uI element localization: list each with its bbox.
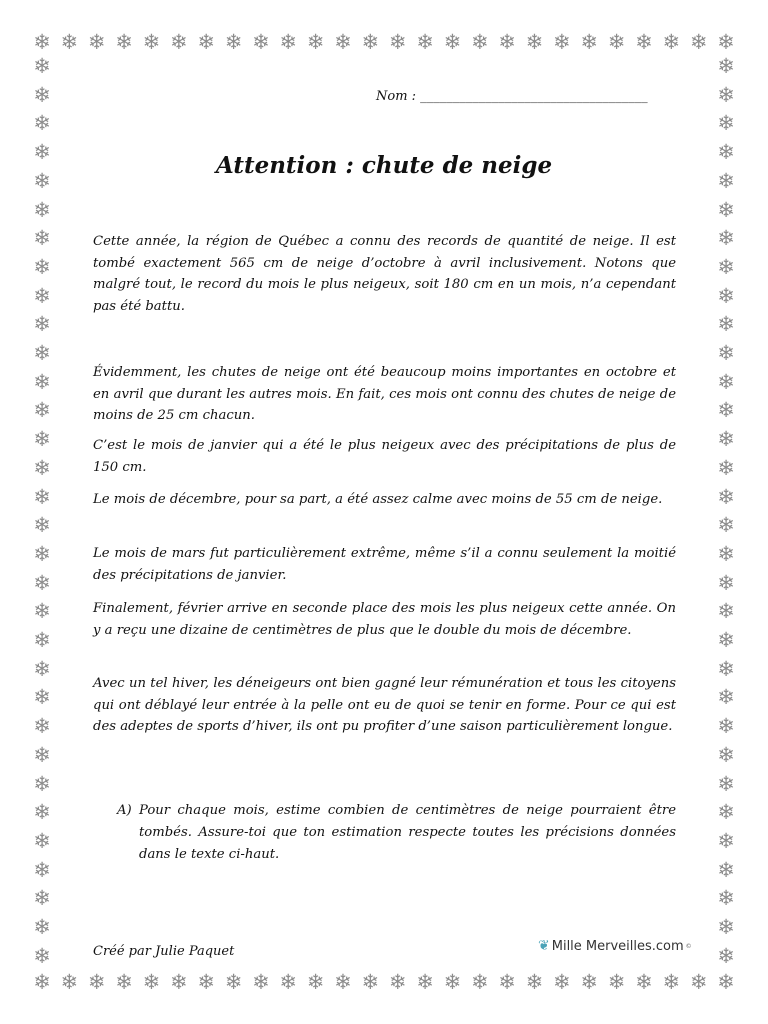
snowflake-icon: ❄	[717, 455, 735, 480]
snowflake-icon: ❄	[717, 857, 735, 882]
snowflake-icon: ❄	[416, 970, 434, 994]
snowflake-icon: ❄	[33, 30, 51, 54]
snowflake-icon: ❄	[416, 30, 434, 54]
snowflake-icon: ❄	[252, 970, 270, 994]
paragraph-conclusion: Avec un tel hiver, les déneigeurs ont bien gagné leur rémunération et tous les citoyens qui ont déblayé leur entrée à la pelle ont eu de quoi se tenir en forme. Pour ce qui est des adeptes de sports d’hiver, ils ont pu profiter d’une saison particulièrement longue.	[93, 676, 676, 734]
border-top	[30, 30, 738, 54]
snowflake-icon: ❄	[33, 484, 51, 509]
snowflake-icon: ❄	[717, 599, 735, 624]
snowflake-icon: ❄	[115, 30, 133, 54]
snowflake-icon: ❄	[717, 970, 735, 994]
snowflake-icon: ❄	[607, 30, 626, 54]
snowflake-icon: ❄	[525, 30, 544, 54]
snowflake-icon: ❄	[252, 30, 270, 54]
snowflake-icon: ❄	[33, 541, 51, 566]
snowflake-icon: ❄	[33, 82, 51, 107]
snowflake-icon: ❄	[334, 970, 352, 994]
snowflake-icon: ❄	[525, 970, 544, 994]
snowflake-icon: ❄	[142, 970, 161, 994]
snowflake-icon: ❄	[306, 30, 325, 54]
snowflake-icon: ❄	[717, 226, 735, 251]
snowflake-icon: ❄	[443, 970, 462, 994]
snowflake-icon: ❄	[33, 283, 51, 308]
snowflake-icon: ❄	[33, 168, 51, 193]
snowflake-icon: ❄	[361, 970, 380, 994]
snowflake-icon: ❄	[224, 30, 243, 54]
snowflake-icon: ❄	[717, 714, 735, 739]
snowflake-icon: ❄	[87, 30, 106, 54]
snowflake-icon: ❄	[169, 30, 188, 54]
snowflake-icon: ❄	[717, 54, 735, 78]
snowflake-icon: ❄	[553, 970, 571, 994]
snowflake-icon: ❄	[197, 970, 215, 994]
snowflake-icon: ❄	[33, 656, 51, 681]
snowflake-icon: ❄	[717, 915, 735, 940]
snowflake-icon: ❄	[33, 742, 51, 767]
snowflake-icon: ❄	[33, 628, 51, 653]
name-field-label: Nom : ___________________________________	[376, 89, 648, 104]
snowflake-icon: ❄	[635, 970, 653, 994]
snowflake-icon: ❄	[33, 140, 51, 165]
paragraph-february: Finalement, février arrive en seconde place des mois les plus neigeux cette année. On y a reçu une dizaine de centimètres de plus que le double du mois de décembre.	[93, 601, 676, 638]
snowflake-icon: ❄	[717, 800, 735, 825]
snowflake-icon: ❄	[279, 30, 298, 54]
snowflake-icon: ❄	[33, 886, 51, 911]
snowflake-icon: ❄	[717, 656, 735, 681]
border-bottom	[30, 970, 738, 994]
snowflake-icon: ❄	[717, 341, 735, 366]
snowflake-icon: ❄	[33, 341, 51, 366]
snowflake-icon: ❄	[717, 254, 735, 279]
snowflake-icon: ❄	[33, 943, 51, 968]
snowflake-icon: ❄	[635, 30, 653, 54]
paragraph-intro: Cette année, la région de Québec a connu des records de quantité de neige. Il est tombé exactement 565 cm de neige d’octobre à avril inclusivement. Notons que malgré tout, le record du mois le plus neigeux, soit 180 cm en un mois, n’a cependant pas été battu.	[93, 234, 676, 314]
snowflake-icon: ❄	[717, 886, 735, 911]
border-left	[30, 54, 54, 968]
snowflake-icon: ❄	[33, 254, 51, 279]
snowflake-icon: ❄	[717, 168, 735, 193]
paragraph-january: C’est le mois de janvier qui a été le plus neigeux avec des précipitations de plus de 150 cm.	[93, 438, 676, 475]
snowflake-icon: ❄	[169, 970, 188, 994]
snowflake-icon: ❄	[87, 970, 106, 994]
snowflake-icon: ❄	[717, 30, 735, 54]
snowflake-icon: ❄	[224, 970, 243, 994]
border-right	[714, 54, 738, 968]
snowflake-icon: ❄	[33, 111, 51, 136]
paragraph-october-april: Évidemment, les chutes de neige ont été beaucoup moins importantes en octobre et en avril que durant les autres mois. En fait, ces mois ont connu des chutes de neige de moins de 25 cm chacun.	[93, 365, 676, 423]
snowflake-icon: ❄	[33, 570, 51, 595]
snowflake-icon: ❄	[33, 398, 51, 423]
snowflake-icon: ❄	[717, 197, 735, 222]
snowflake-icon: ❄	[115, 970, 133, 994]
snowflake-icon: ❄	[717, 369, 735, 394]
snowflake-icon: ❄	[279, 970, 298, 994]
snowflake-icon: ❄	[388, 970, 407, 994]
snowflake-icon: ❄	[662, 970, 681, 994]
snowflake-icon: ❄	[580, 970, 598, 994]
snowflake-icon: ❄	[717, 427, 735, 452]
snowflake-icon: ❄	[334, 30, 352, 54]
snowflake-icon: ❄	[33, 857, 51, 882]
snowflake-icon: ❄	[717, 283, 735, 308]
snowflake-icon: ❄	[717, 685, 735, 710]
snowflake-icon: ❄	[717, 140, 735, 165]
snowflake-icon: ❄	[717, 312, 735, 337]
snowflake-icon: ❄	[470, 30, 489, 54]
author-credit: Créé par Julie Paquet	[93, 944, 235, 959]
snowflake-icon: ❄	[498, 970, 516, 994]
snowflake-icon: ❄	[197, 30, 215, 54]
snowflake-icon: ❄	[33, 369, 51, 394]
snowflake-icon: ❄	[33, 800, 51, 825]
snowflake-icon: ❄	[142, 30, 161, 54]
snowflake-icon: ❄	[717, 570, 735, 595]
snowflake-icon: ❄	[33, 828, 51, 853]
butterfly-icon: ❦	[538, 938, 550, 954]
snowflake-icon: ❄	[717, 484, 735, 509]
snowflake-icon: ❄	[443, 30, 462, 54]
snowflake-icon: ❄	[33, 312, 51, 337]
snowflake-icon: ❄	[33, 915, 51, 940]
snowflake-icon: ❄	[33, 771, 51, 796]
snowflake-icon: ❄	[717, 513, 735, 538]
snowflake-icon: ❄	[662, 30, 681, 54]
snowflake-icon: ❄	[717, 771, 735, 796]
snowflake-icon: ❄	[689, 30, 708, 54]
snowflake-icon: ❄	[33, 685, 51, 710]
snowflake-icon: ❄	[470, 970, 489, 994]
snowflake-icon: ❄	[60, 30, 79, 54]
snowflake-icon: ❄	[388, 30, 407, 54]
snowflake-icon: ❄	[553, 30, 571, 54]
copyright-mark: ©	[685, 942, 692, 950]
snowflake-icon: ❄	[717, 82, 735, 107]
question-a	[117, 800, 676, 866]
snowflake-icon: ❄	[689, 970, 708, 994]
brand-logo	[538, 938, 692, 954]
snowflake-icon: ❄	[717, 111, 735, 136]
snowflake-icon: ❄	[306, 970, 325, 994]
paragraph-march: Le mois de mars fut particulièrement extrême, même s’il a connu seulement la moitié des précipitations de janvier.	[93, 546, 676, 583]
snowflake-icon: ❄	[33, 197, 51, 222]
snowflake-icon: ❄	[33, 226, 51, 251]
snowflake-icon: ❄	[33, 714, 51, 739]
brand-name: Mille Merveilles.com	[551, 938, 684, 954]
snowflake-icon: ❄	[361, 30, 380, 54]
snowflake-icon: ❄	[717, 943, 735, 968]
snowflake-icon: ❄	[33, 427, 51, 452]
snowflake-icon: ❄	[717, 742, 735, 767]
snowflake-icon: ❄	[33, 513, 51, 538]
paragraph-december: Le mois de décembre, pour sa part, a été assez calme avec moins de 55 cm de neige.	[93, 492, 663, 507]
snowflake-icon: ❄	[607, 970, 626, 994]
snowflake-icon: ❄	[60, 970, 79, 994]
question-letter: A)	[117, 803, 132, 818]
snowflake-icon: ❄	[580, 30, 598, 54]
question-text: Pour chaque mois, estime combien de centimètres de neige pourraient être tombés. Assure-toi que ton estimation respecte toutes les précisions données dans le texte ci-haut.	[139, 803, 676, 862]
snowflake-icon: ❄	[33, 970, 51, 994]
snowflake-icon: ❄	[33, 54, 51, 78]
snowflake-icon: ❄	[33, 599, 51, 624]
snowflake-icon: ❄	[33, 455, 51, 480]
snowflake-icon: ❄	[498, 30, 516, 54]
snowflake-icon: ❄	[717, 828, 735, 853]
page-title: Attention : chute de neige	[215, 152, 553, 179]
snowflake-icon: ❄	[717, 398, 735, 423]
snowflake-icon: ❄	[717, 628, 735, 653]
snowflake-icon: ❄	[717, 541, 735, 566]
